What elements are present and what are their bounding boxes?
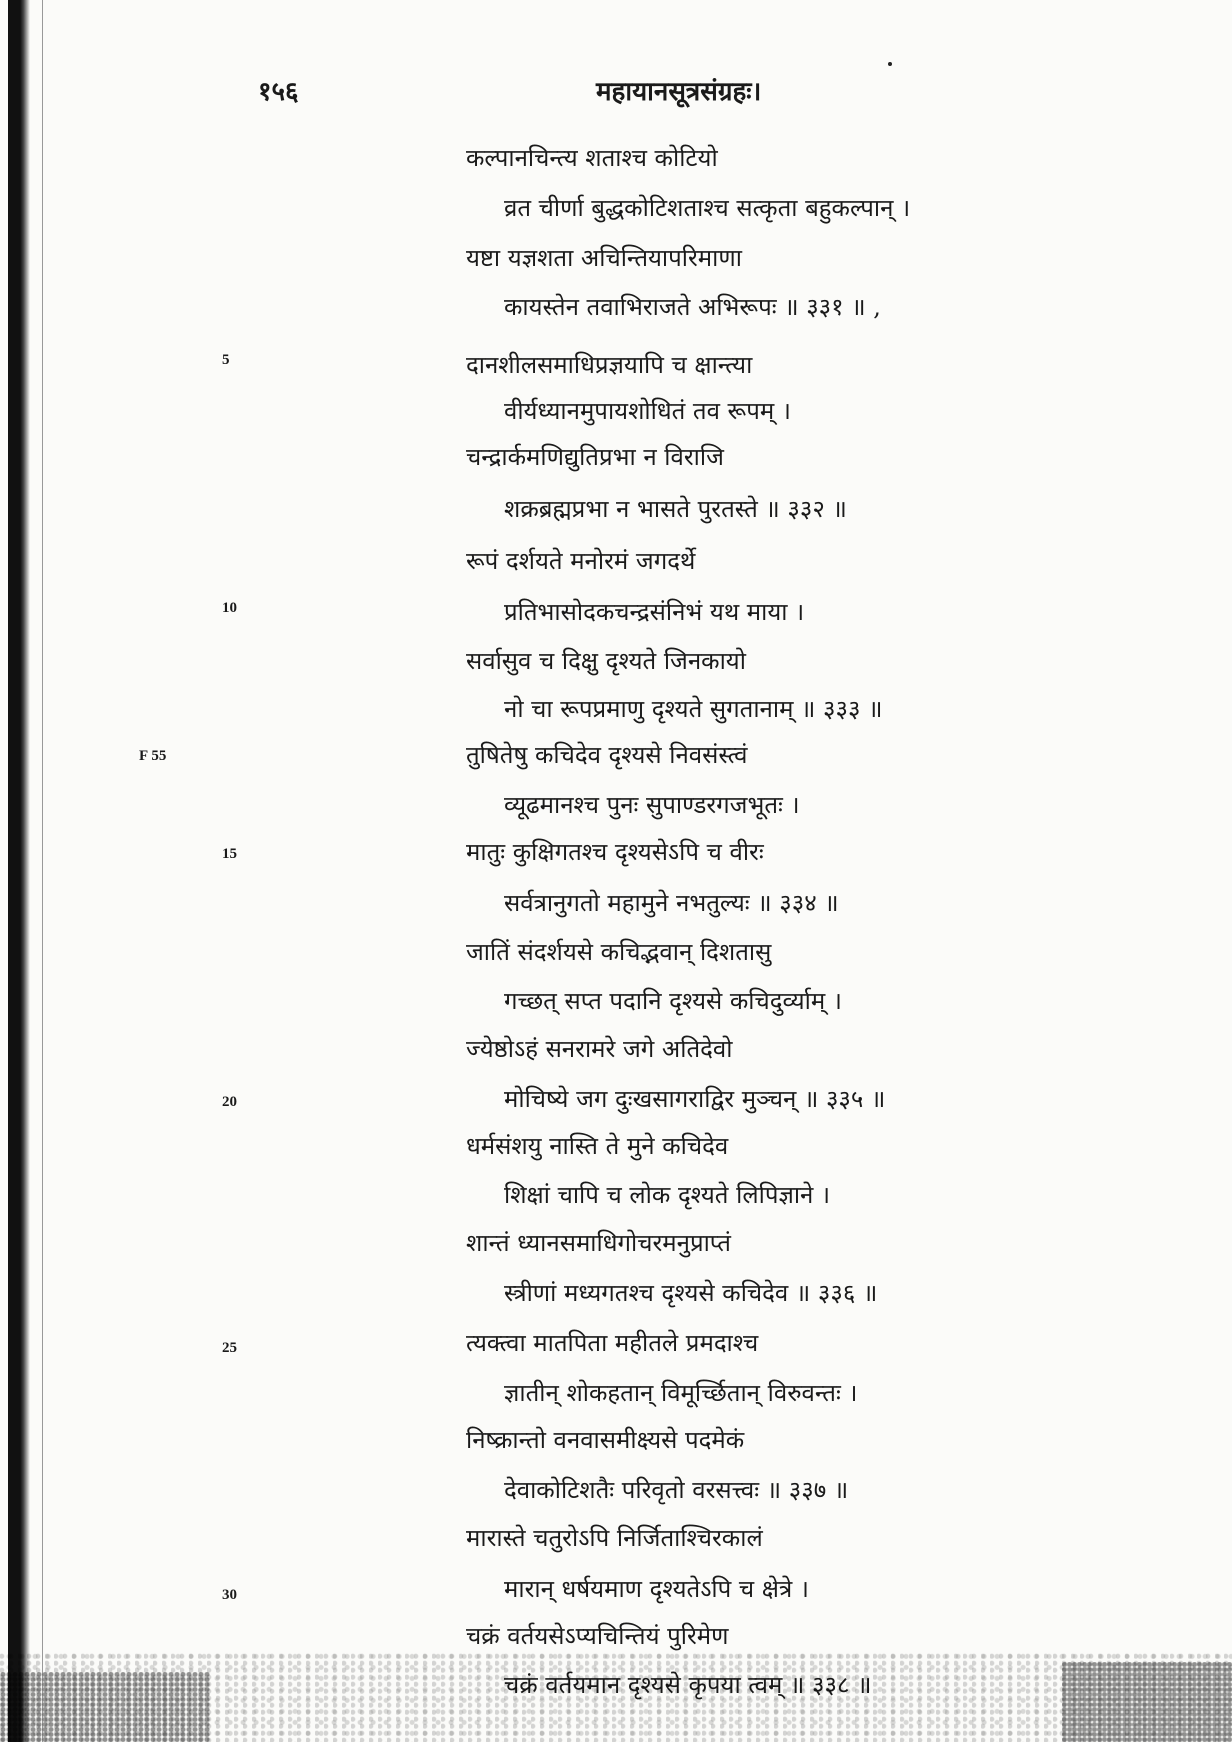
verse-line: मोचिष्ये जग दुःखसागराद्विर मुञ्चन् ॥ ३३५ ॥: [504, 1085, 886, 1113]
verse-line: प्रतिभासोदकचन्द्रसंनिभं यथ माया ।: [504, 598, 805, 626]
line-number-30: 30: [222, 1587, 237, 1603]
verse-line: निष्क्रान्तो वनवासमीक्ष्यसे पदमेकं: [466, 1426, 745, 1454]
line-number-5: 5: [222, 352, 230, 368]
scan-noise-right: [1062, 1662, 1232, 1742]
verse-line: त्यक्त्वा मातपिता महीतले प्रमदाश्च: [466, 1329, 759, 1357]
ink-speck: [888, 62, 892, 66]
verse-line: स्त्रीणां मध्यगतश्च दृश्यसे कचिदेव ॥ ३३६ ॥: [504, 1279, 878, 1307]
verse-line: रूपं दर्शयते मनोरमं जगदर्थे: [466, 547, 696, 575]
verse-line: शक्रब्रह्मप्रभा न भासते पुरतस्ते ॥ ३३२ ॥: [504, 495, 847, 523]
verse-line: शान्तं ध्यानसमाधिगोचरमनुप्राप्तं: [466, 1229, 731, 1257]
line-number-10: 10: [222, 600, 237, 616]
verse-line: चन्द्रार्कमणिद्युतिप्रभा न विराजि: [466, 443, 724, 471]
line-number-15: 15: [222, 846, 237, 862]
folio-reference: F 55: [139, 748, 167, 764]
verse-line: मातुः कुक्षिगतश्च दृश्यसेऽपि च वीरः: [466, 838, 764, 866]
verse-line: ज्येष्ठोऽहं सनरामरे जगे अतिदेवो: [466, 1035, 733, 1063]
verse-line: कल्पानचिन्त्य शताश्च कोटियो: [466, 144, 718, 172]
line-number-25: 25: [222, 1340, 237, 1356]
verse-line: वीर्यध्यानमुपायशोधितं तव रूपम् ।: [504, 397, 791, 425]
verse-line: जातिं संदर्शयसे कचिद्भवान् दिशतासु: [466, 938, 772, 966]
verse-line: सर्वत्रानुगतो महामुने नभतुल्यः ॥ ३३४ ॥: [504, 889, 839, 917]
verse-line: यष्टा यज्ञशता अचिन्तियापरिमाणा: [466, 244, 742, 272]
page-number: १५६: [258, 77, 299, 107]
verse-line: मारास्ते चतुरोऽपि निर्जिताश्चिरकालं: [466, 1524, 763, 1552]
verse-line: नो चा रूपप्रमाणु दृश्यते सुगतानाम् ॥ ३३३ ॥: [504, 695, 883, 723]
verse-line: कायस्तेन तवाभिराजते अभिरूपः ॥ ३३१ ॥ ,: [504, 293, 881, 321]
verse-line: शिक्षां चापि च लोक दृश्यते लिपिज्ञाने ।: [504, 1181, 831, 1209]
verse-line: मारान् धर्षयमाण दृश्यतेऽपि च क्षेत्रे ।: [504, 1575, 809, 1603]
scan-noise-left: [0, 1672, 210, 1742]
verse-line: देवाकोटिशतैः परिवृतो वरसत्त्वः ॥ ३३७ ॥: [504, 1476, 849, 1504]
verse-line: ज्ञातीन् शोकहतान् विमूर्च्छितान् विरुवन्तः ।: [504, 1379, 858, 1407]
verse-line: चक्रं वर्तयमान दृश्यसे कृपया त्वम् ॥ ३३८ ॥: [504, 1671, 872, 1699]
verse-line: चक्रं वर्तयसेऽप्यचिन्तियं पुरिमेण: [466, 1622, 729, 1650]
binding-shadow: [8, 0, 30, 1742]
verse-line: गच्छत् सप्त पदानि दृश्यसे कचिदुर्व्याम् ।: [504, 987, 842, 1015]
verse-line: व्यूढमानश्च पुनः सुपाण्डरगजभूतः ।: [504, 791, 800, 819]
verse-line: दानशीलसमाधिप्रज्ञयापि च क्षान्त्या: [466, 351, 753, 379]
verse-line: तुषितेषु कचिदेव दृश्यसे निवसंस्त्वं: [466, 741, 748, 769]
binding-line: [42, 0, 43, 1742]
verse-line: धर्मसंशयु नास्ति ते मुने कचिदेव: [466, 1132, 729, 1160]
verse-line: व्रत चीर्णा बुद्धकोटिशताश्च सत्कृता बहुकल्पान् ।: [504, 194, 911, 222]
line-number-20: 20: [222, 1094, 237, 1110]
verse-line: सर्वासुव च दिक्षु दृश्यते जिनकायो: [466, 647, 746, 675]
running-title: महायानसूत्रसंग्रहः।: [596, 77, 762, 107]
